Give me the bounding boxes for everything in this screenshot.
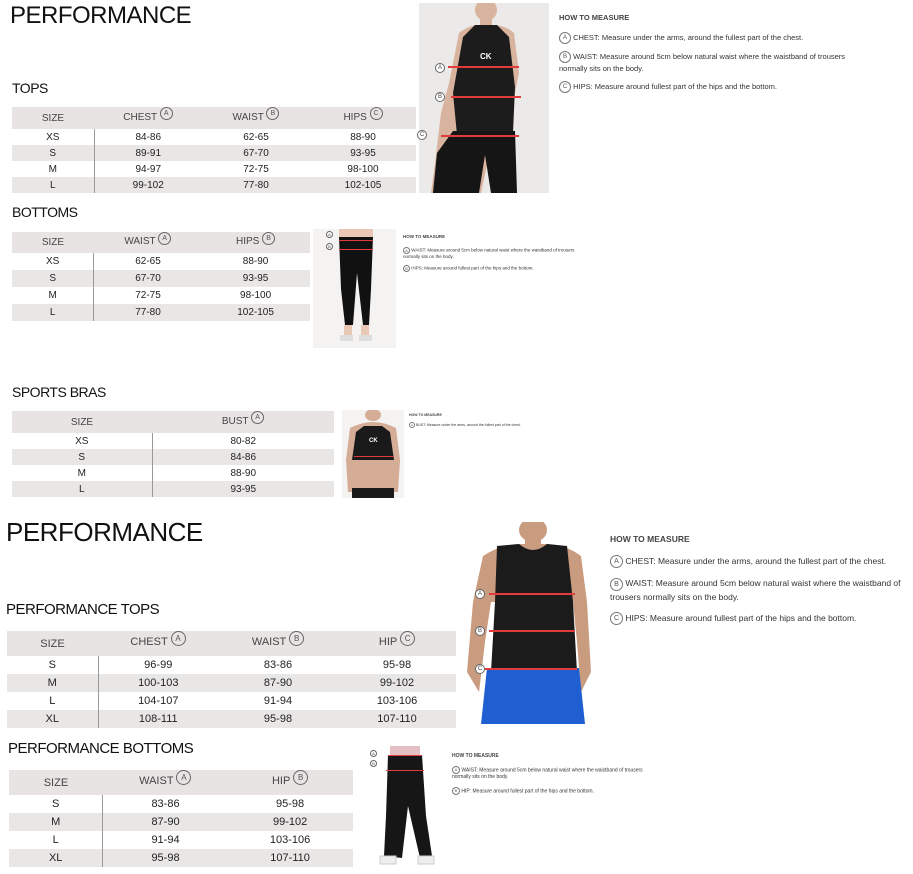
column-header: BUST A bbox=[152, 411, 334, 433]
column-header: HIP C bbox=[338, 631, 456, 656]
measure-instruction: B WAIST: Measure around 5cm below natural waist where the waistband of trousers normally sits on the body. bbox=[559, 52, 846, 74]
measure-tag: C bbox=[417, 130, 427, 140]
measure-instruction: C HIPS: Measure around fullest part of the hips and the bottom. bbox=[610, 612, 910, 625]
model-photo-mens-tank bbox=[461, 522, 595, 724]
measure-tag: A bbox=[475, 589, 485, 599]
how-to-measure-tops bbox=[559, 12, 849, 93]
column-header: WAIST B bbox=[202, 107, 310, 129]
column-header: WAIST A bbox=[94, 232, 202, 253]
column-header: HIPS C bbox=[310, 107, 416, 129]
section-heading-performance-tops: PERFORMANCE TOPS bbox=[6, 601, 160, 618]
measure-line-waist bbox=[388, 755, 422, 756]
measure-badge: C bbox=[559, 81, 571, 93]
measure-line-waist bbox=[489, 630, 575, 632]
performance-bottoms-size-table bbox=[9, 770, 353, 867]
column-header: WAIST A bbox=[103, 770, 228, 795]
measure-instruction: A BUST: Measure under the arms, around the fullest part of the chest. bbox=[410, 422, 521, 427]
measure-line-hips bbox=[339, 249, 373, 250]
table-row: S 67-70 93-95 bbox=[12, 270, 310, 287]
how-to-measure-heading: HOW TO MEASURE bbox=[403, 234, 446, 239]
measure-tag: B bbox=[370, 760, 377, 767]
how-to-measure-heading: HOW TO MEASURE bbox=[409, 413, 442, 417]
measure-instruction: B HIPS: Measure around fullest part of the hips and the bottom. bbox=[403, 265, 583, 272]
model-photo-sports-bra bbox=[342, 410, 404, 498]
table-row: L 93-95 bbox=[12, 481, 334, 497]
brand-logo: CK bbox=[369, 438, 378, 444]
measure-instruction: A WAIST: Measure around 5cm below natural waist where the waistband of trousers normally sits on the body. bbox=[403, 247, 575, 259]
sports-bras-size-table bbox=[12, 411, 334, 497]
measure-badge: A bbox=[251, 411, 264, 424]
table-row: S 84-86 bbox=[12, 449, 334, 465]
model-photo-joggers bbox=[372, 746, 440, 870]
measure-tag: B bbox=[435, 92, 445, 102]
measure-tag: A bbox=[370, 750, 377, 757]
measure-instruction: A CHEST: Measure under the arms, around the fullest part of the chest. bbox=[559, 32, 849, 44]
measure-line-hips bbox=[441, 135, 519, 137]
measure-badge: C bbox=[610, 612, 623, 625]
model-silhouette bbox=[461, 522, 595, 724]
table-row: M 94-97 72-75 98-100 bbox=[12, 161, 416, 177]
measure-badge: B bbox=[262, 232, 275, 245]
measure-badge: A bbox=[176, 770, 191, 785]
measure-instruction: A CHEST: Measure under the arms, around the fullest part of the chest. bbox=[610, 555, 910, 568]
table-row: L 99-102 77-80 102-105 bbox=[12, 177, 416, 193]
table-row: M 88-90 bbox=[12, 465, 334, 481]
column-header: CHEST A bbox=[98, 631, 218, 656]
section-heading-sports-bras: SPORTS BRAS bbox=[12, 384, 106, 400]
table-row: S 89-91 67-70 93-95 bbox=[12, 145, 416, 161]
page-title: PERFORMANCE bbox=[6, 517, 203, 547]
measure-instruction: C HIPS: Measure around fullest part of the hips and the bottom. bbox=[559, 81, 849, 93]
measure-line-waist bbox=[339, 240, 373, 241]
measure-line-waist bbox=[451, 96, 521, 98]
how-to-measure-heading: HOW TO MEASURE bbox=[610, 534, 690, 544]
measure-badge: B bbox=[266, 107, 279, 120]
performance-tops-size-table bbox=[7, 631, 456, 728]
brand-logo: CK bbox=[480, 52, 492, 61]
measure-badge: A bbox=[559, 32, 571, 44]
table-row: S 96-99 83-86 95-98 bbox=[7, 656, 456, 674]
measure-instruction: B WAIST: Measure around 5cm below natural waist where the waistband of trousers normally sits on the body. bbox=[610, 578, 901, 602]
column-header: SIZE bbox=[7, 631, 98, 656]
how-to-measure-performance-tops bbox=[610, 533, 910, 625]
table-row: XS 62-65 88-90 bbox=[12, 253, 310, 270]
measure-badge: B bbox=[289, 631, 304, 646]
how-to-measure-heading: HOW TO MEASURE bbox=[452, 753, 499, 759]
measure-instruction: A WAIST: Measure around 5cm below natural waist where the waistband of trousers normally sits on the body. bbox=[452, 767, 643, 781]
measure-badge: A bbox=[158, 232, 171, 245]
table-row: L 91-94 103-106 bbox=[9, 831, 353, 849]
page-title: PERFORMANCE bbox=[10, 2, 192, 29]
section-heading-performance-bottoms: PERFORMANCE BOTTOMS bbox=[8, 740, 194, 757]
table-row: XL 108-111 95-98 107-110 bbox=[7, 710, 456, 728]
table-row: M 100-103 87-90 99-102 bbox=[7, 674, 456, 692]
measure-line-chest bbox=[489, 593, 575, 595]
measure-badge: C bbox=[400, 631, 415, 646]
measure-badge: A bbox=[403, 247, 410, 254]
model-silhouette bbox=[372, 746, 440, 870]
column-header: HIPS B bbox=[202, 232, 310, 253]
measure-badge: A bbox=[160, 107, 173, 120]
how-to-measure-performance-bottoms bbox=[452, 753, 652, 796]
measure-tag: A bbox=[326, 231, 333, 238]
measure-tag: A bbox=[435, 63, 445, 73]
measure-line-hip bbox=[386, 770, 424, 771]
tops-size-table bbox=[12, 107, 416, 193]
measure-badge: B bbox=[452, 787, 460, 795]
measure-tag: C bbox=[475, 664, 485, 674]
measure-tag: B bbox=[326, 243, 333, 250]
measure-badge: B bbox=[403, 265, 410, 272]
column-header: SIZE bbox=[12, 411, 152, 433]
measure-badge: A bbox=[410, 423, 413, 427]
measure-badge: A bbox=[452, 766, 460, 774]
how-to-measure-bras bbox=[409, 413, 559, 428]
how-to-measure-heading: HOW TO MEASURE bbox=[559, 13, 630, 22]
table-row: M 72-75 98-100 bbox=[12, 287, 310, 304]
table-row: L 77-80 102-105 bbox=[12, 304, 310, 321]
bottoms-size-table bbox=[12, 232, 310, 321]
model-silhouette bbox=[342, 410, 404, 498]
measure-line-chest bbox=[448, 66, 519, 68]
column-header: SIZE bbox=[12, 232, 94, 253]
table-row: M 87-90 99-102 bbox=[9, 813, 353, 831]
measure-line-hips bbox=[485, 668, 577, 670]
how-to-measure-bottoms bbox=[403, 234, 583, 272]
table-row: XS 80-82 bbox=[12, 433, 334, 449]
measure-instruction: B HIP: Measure around fullest part of the hips and the bottom. bbox=[452, 787, 652, 795]
measure-badge: B bbox=[559, 51, 571, 63]
measure-badge: B bbox=[293, 770, 308, 785]
column-header: HIP B bbox=[228, 770, 353, 795]
column-header: SIZE bbox=[12, 107, 94, 129]
column-header: WAIST B bbox=[218, 631, 338, 656]
column-header: CHEST A bbox=[94, 107, 202, 129]
table-row: XL 95-98 107-110 bbox=[9, 849, 353, 867]
measure-badge: C bbox=[370, 107, 383, 120]
measure-badge: A bbox=[610, 555, 623, 568]
section-heading-tops: TOPS bbox=[12, 80, 48, 96]
measure-tag: B bbox=[475, 626, 485, 636]
section-heading-bottoms: BOTTOMS bbox=[12, 204, 78, 220]
table-row: S 83-86 95-98 bbox=[9, 795, 353, 813]
column-header: SIZE bbox=[9, 770, 103, 795]
table-row: XS 84-86 62-65 88-90 bbox=[12, 129, 416, 145]
measure-badge: B bbox=[610, 578, 623, 591]
table-row: L 104-107 91-94 103-106 bbox=[7, 692, 456, 710]
model-photo-womens-tank bbox=[419, 3, 549, 193]
measure-badge: A bbox=[171, 631, 186, 646]
measure-line-bust bbox=[354, 456, 394, 457]
